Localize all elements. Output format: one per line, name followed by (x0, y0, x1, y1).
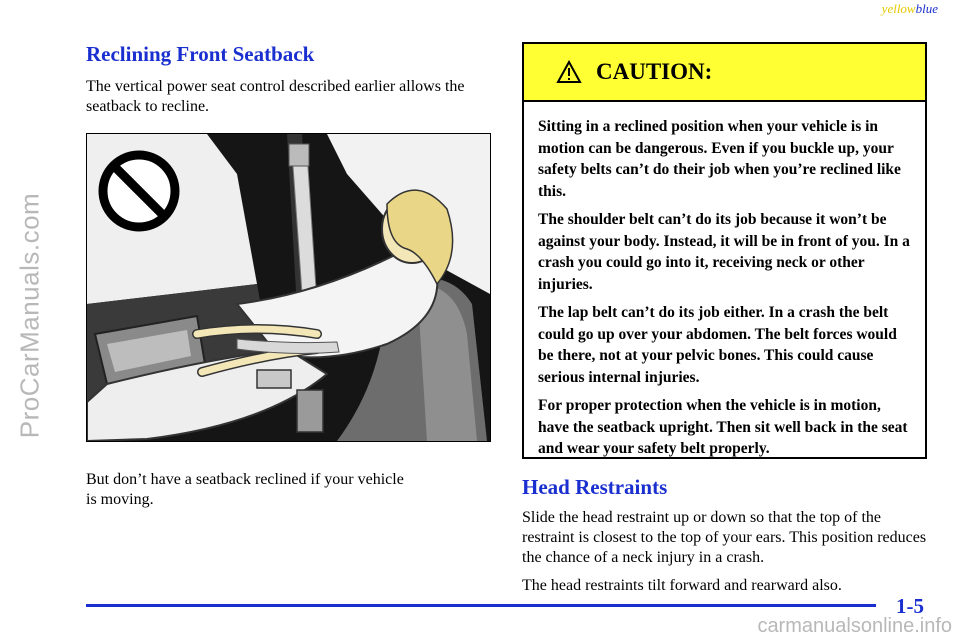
right-column (522, 42, 929, 596)
section-heading-reclining: Reclining Front Seatback (86, 42, 315, 66)
head-restraints-paragraph-1: Slide the head restraint up or down so that the top of the restraint is closest to the top of your ears. This position reduces the chance of a neck injury in a crash. (522, 509, 927, 566)
caution-box (522, 42, 927, 459)
head-restraints-paragraph-2: The head restraints tilt forward and rearward also. (522, 577, 842, 594)
prohibition-icon (103, 155, 175, 227)
caution-header (524, 44, 925, 102)
caution-title: CAUTION: (596, 59, 713, 84)
watermark-side: ProCarManuals.com (14, 192, 45, 439)
outro-line-2: is moving. (86, 491, 154, 508)
print-tag-yellow: yellow (881, 1, 916, 16)
warning-triangle-icon (556, 60, 582, 84)
caution-paragraph-2: The shoulder belt can’t do its job because it won’t be against your body. Instead, it will be in front of you. In a crash you could go into it, receiving neck or other injuries. (538, 211, 910, 293)
section-heading-head-restraints: Head Restraints (522, 475, 668, 499)
caution-body (524, 102, 925, 460)
reclined-seat-illustration (86, 133, 491, 442)
footer-rule (86, 604, 876, 607)
left-column (86, 42, 491, 117)
page-number: 1-5 (896, 594, 924, 618)
illustration-drawing (87, 134, 490, 441)
intro-paragraph: The vertical power seat control described earlier allows the seatback to recline. (86, 78, 465, 115)
print-tag-blue: blue (915, 1, 938, 16)
outro-line-1: But don’t have a seatback reclined if your vehicle (86, 471, 404, 488)
caution-paragraph-1: Sitting in a reclined position when your vehicle is in motion can be dangerous. Even if you buckle up, your safety belts can’t do their job when you’re reclined like this. (538, 118, 901, 200)
watermark-bottom: carmanualsonline.info (757, 615, 952, 637)
caution-paragraph-4: For proper protection when the vehicle is in motion, have the seatback upright. Then sit well back in the seat and wear your safety belt properly. (538, 397, 908, 457)
caution-paragraph-3: The lap belt can’t do its job either. In a crash the belt could go up over your abdomen. The belt forces would be there, not at your pelvic bones. This could cause serious internal injuries. (538, 304, 897, 386)
print-tag (882, 1, 938, 17)
outro-block (86, 470, 491, 510)
